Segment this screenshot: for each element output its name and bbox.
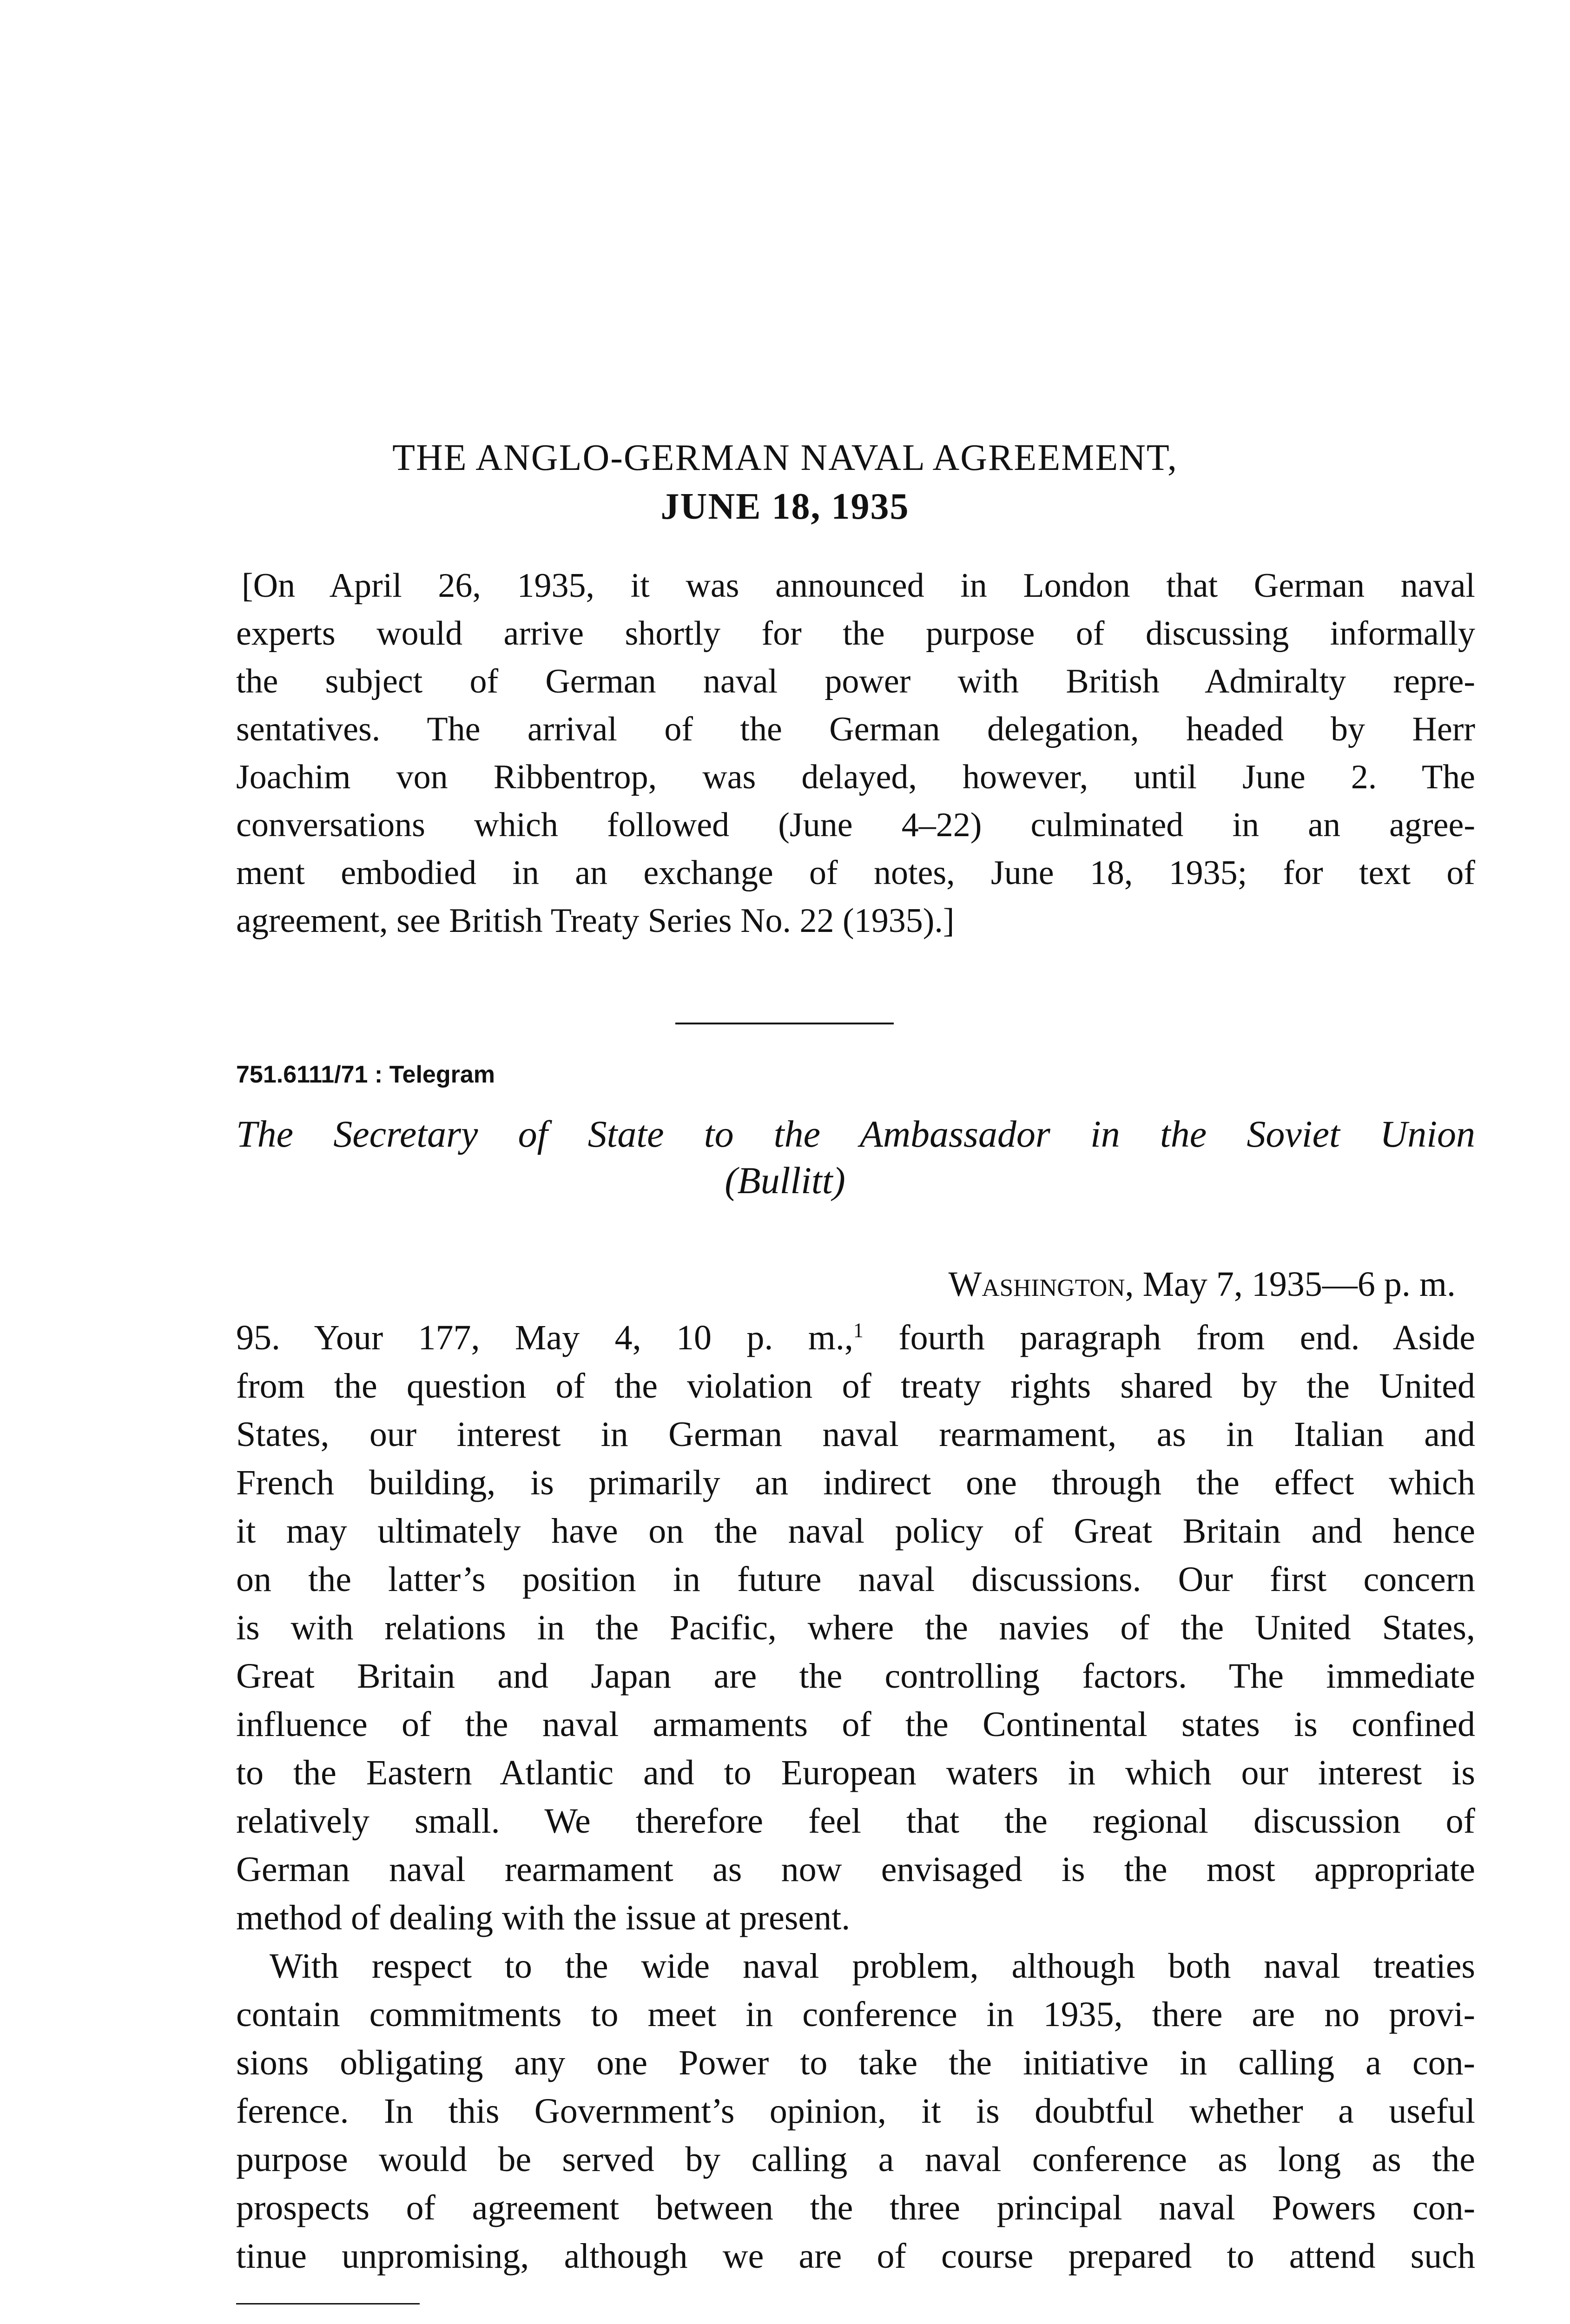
intro-line: Joachim von Ribbentrop, was delayed, however, until June 2. The <box>236 758 1475 796</box>
body-line <box>236 1314 1475 1361</box>
intro-line: agreement, see British Treaty Series No. 22 (1935).] <box>236 902 955 940</box>
body-line: is with relations in the Pacific, where the navies of the United States, <box>236 1608 1475 1647</box>
dateline-date: May 7, 1935—6 p. m. <box>1134 1265 1456 1304</box>
body-line: tinue unpromising, although we are of course prepared to attend such <box>236 2237 1475 2276</box>
body-line: sions obligating any one Power to take the initiative in calling a con- <box>236 2043 1475 2082</box>
body-line: method of dealing with the issue at present. <box>236 1898 851 1937</box>
telegram-heading-line-1: The Secretary of State to the Ambassador in the Soviet Union <box>236 1113 1475 1155</box>
body-line: ference. In this Government’s opinion, it is doubtful whether a useful <box>236 2092 1475 2131</box>
body-line: States, our interest in German naval rearmament, as in Italian and <box>236 1415 1475 1454</box>
section-divider <box>675 1023 894 1024</box>
intro-line: conversations which followed (June 4–22) culminated in an agree- <box>236 806 1475 844</box>
body-line: With respect to the wide naval problem, although both naval treaties <box>270 1947 1475 1986</box>
body-line: relatively small. We therefore feel that the regional discussion of <box>236 1802 1475 1841</box>
intro-line: the subject of German naval power with British Admiralty repre- <box>236 662 1475 700</box>
body-line: influence of the naval armaments of the Continental states is confined <box>236 1705 1475 1744</box>
document-title-line-2: JUNE 18, 1935 <box>660 486 910 527</box>
body-line: it may ultimately have on the naval policy of Great Britain and hence <box>236 1512 1475 1551</box>
footnote-divider <box>236 2303 420 2304</box>
body-line: to the Eastern Atlantic and to European waters in which our interest is <box>236 1753 1475 1792</box>
dateline-place: Washington, <box>948 1265 1134 1304</box>
intro-line: experts would arrive shortly for the purpose of discussing informally <box>236 614 1475 653</box>
body-line: from the question of the violation of treaty rights shared by the United <box>236 1367 1475 1406</box>
telegram-heading-line-2: (Bullitt) <box>725 1159 845 1202</box>
body-line: Great Britain and Japan are the controlling factors. The immediate <box>236 1657 1475 1696</box>
dateline <box>949 1264 1456 1305</box>
footnote-reference: 1 <box>853 1319 864 1342</box>
body-line: contain commitments to meet in conference in 1935, there are no provi- <box>236 1995 1475 2034</box>
paragraph-first-line-rest: fourth paragraph from end. Aside <box>863 1318 1475 1357</box>
body-line: prospects of agreement between the three principal naval Powers con- <box>236 2188 1475 2227</box>
body-line: French building, is primarily an indirect one through the effect which <box>236 1463 1475 1502</box>
intro-line: [On April 26, 1935, it was announced in London that German naval <box>242 567 1475 605</box>
body-line: on the latter’s position in future naval discussions. Our first concern <box>236 1560 1475 1599</box>
intro-line: sentatives. The arrival of the German delegation, headed by Herr <box>236 710 1475 748</box>
paragraph-number-text: 95. Your 177, May 4, 10 p. m., <box>236 1318 853 1357</box>
body-line: German naval rearmament as now envisaged is the most appropriate <box>236 1850 1475 1889</box>
document-title-line-1: THE ANGLO-GERMAN NAVAL AGREEMENT, <box>392 437 1178 478</box>
body-line: purpose would be served by calling a naval conference as long as the <box>236 2140 1475 2179</box>
intro-line: ment embodied in an exchange of notes, June 18, 1935; for text of <box>236 854 1475 892</box>
file-reference: 751.6111/71 : Telegram <box>236 1061 495 1088</box>
